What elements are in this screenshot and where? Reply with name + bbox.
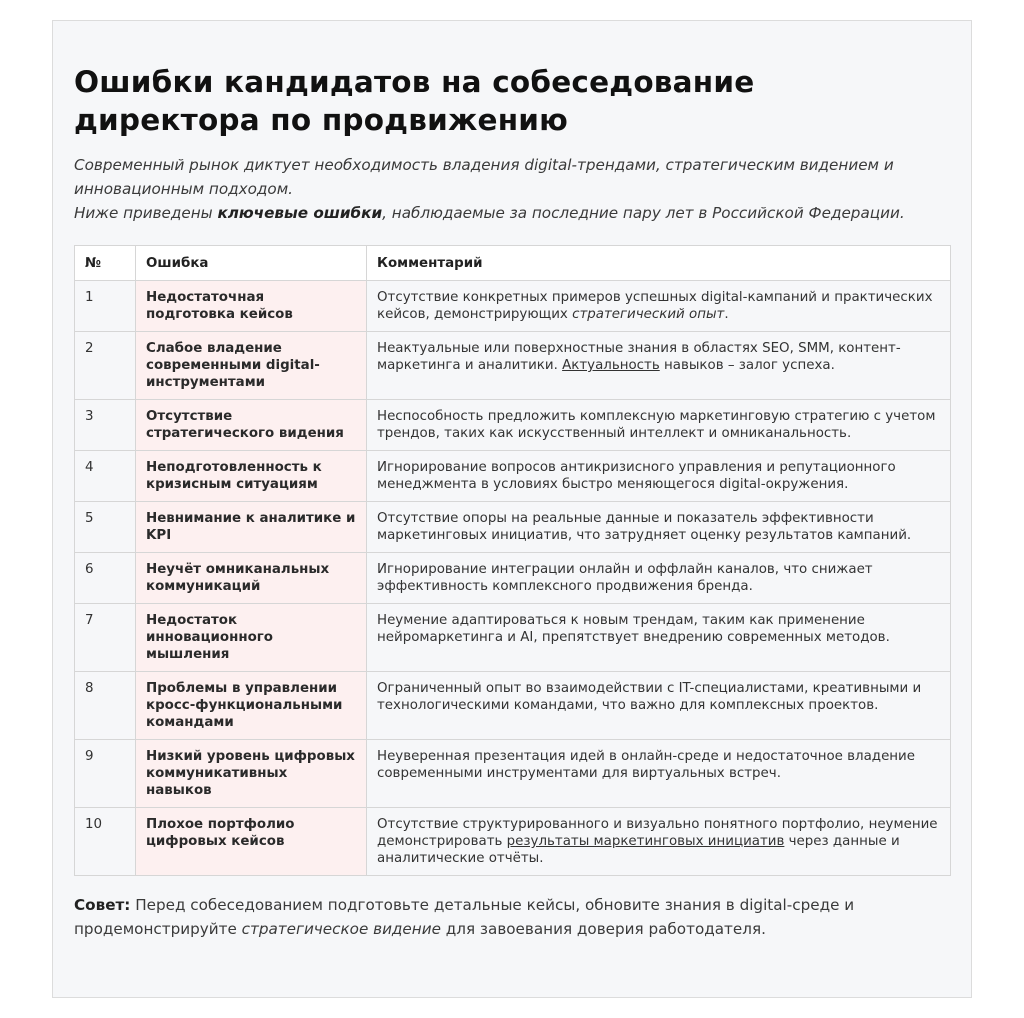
row-error: Недостаточная подготовка кейсов: [136, 281, 367, 332]
row-number: 5: [75, 502, 136, 553]
comment-text: через данные и аналитические отчёты.: [377, 834, 900, 866]
row-number: 8: [75, 672, 136, 740]
row-number: 6: [75, 553, 136, 604]
comment-text: Неактуальные или поверхностные знания в областях SEO, SMM, контент-маркетинга и аналитики.: [377, 341, 901, 373]
row-comment: [367, 553, 951, 604]
row-comment: [367, 451, 951, 502]
row-comment: [367, 281, 951, 332]
comment-text: навыков – залог успеха.: [659, 358, 835, 373]
header-error: Ошибка: [136, 246, 367, 281]
table-row: [75, 672, 951, 740]
row-error: Проблемы в управлении кросс-функциональными командами: [136, 672, 367, 740]
comment-underlined: результаты маркетинговых инициатив: [506, 834, 785, 849]
row-error: Слабое владение современными digital-инструментами: [136, 332, 367, 400]
row-error: Неучёт омниканальных коммуникаций: [136, 553, 367, 604]
row-comment: [367, 604, 951, 672]
table-row: [75, 604, 951, 672]
row-error: Плохое портфолио цифровых кейсов: [136, 808, 367, 876]
row-error: Недостаток инновационного мышления: [136, 604, 367, 672]
table-row: [75, 451, 951, 502]
table-row: [75, 281, 951, 332]
row-error: Отсутствие стратегического видения: [136, 400, 367, 451]
table-row: [75, 332, 951, 400]
header-num: №: [75, 246, 136, 281]
comment-text: Игнорирование вопросов антикризисного управления и репутационного менеджмента в условиях быстро меняющегося digital-окружения.: [377, 460, 896, 492]
row-number: 4: [75, 451, 136, 502]
row-number: 10: [75, 808, 136, 876]
row-comment: [367, 672, 951, 740]
table-row: [75, 740, 951, 808]
row-comment: [367, 808, 951, 876]
errors-table: [74, 245, 951, 876]
header-comment: Комментарий: [367, 246, 951, 281]
row-number: 3: [75, 400, 136, 451]
row-error: Низкий уровень цифровых коммуникативных навыков: [136, 740, 367, 808]
tip-text: Совет: Перед собеседованием подготовьте детальные кейсы, обновите знания в digital-среде и продемонстрируйте стратегическое видение для завоевания доверия работодателя.: [74, 896, 855, 938]
comment-underlined: Актуальность: [562, 358, 660, 373]
table-header-row: [75, 246, 951, 281]
comment-text: .: [724, 307, 729, 322]
row-number: 2: [75, 332, 136, 400]
intro-key-phrase: ключевые ошибки: [217, 204, 383, 222]
comment-text: Отсутствие конкретных примеров успешных digital-кампаний и практических кейсов, демонстрирующих: [377, 290, 933, 322]
table-row: [75, 808, 951, 876]
row-comment: [367, 332, 951, 400]
comment-text: Неспособность предложить комплексную маркетинговую стратегию с учетом трендов, таких как искусственный интеллект и омниканальность.: [377, 409, 936, 441]
tip-emphasis: стратегическое видение: [241, 920, 441, 938]
comment-text: Неумение адаптироваться к новым трендам, таким как применение нейромаркетинга и AI, препятствует внедрению современных методов.: [377, 613, 890, 645]
intro-line-1: Современный рынок диктует необходимость владения digital-трендами, стратегическим видением и инновационным подходом.: [74, 156, 894, 198]
table-row: [75, 400, 951, 451]
comment-text: Ограниченный опыт во взаимодействии с IT-специалистами, креативными и технологическими командами, что важно для комплексных проектов.: [377, 681, 922, 713]
comment-emphasis: стратегический опыт: [572, 307, 725, 322]
table-row: [75, 553, 951, 604]
tip-label: Совет:: [74, 896, 131, 914]
comment-text: Неуверенная презентация идей в онлайн-среде и недостаточное владение современными инструментами для виртуальных встреч.: [377, 749, 915, 781]
page-title: Ошибки кандидатов на собеседование директора по продвижению: [74, 65, 755, 137]
intro-line-2: Ниже приведены ключевые ошибки, наблюдаемые за последние пару лет в Российской Федерации.: [74, 204, 905, 222]
intro-text: [74, 153, 950, 225]
row-error: Невнимание к аналитике и KPI: [136, 502, 367, 553]
comment-text: Отсутствие структурированного и визуально понятного портфолио, неумение демонстрировать: [377, 817, 938, 849]
row-comment: [367, 740, 951, 808]
row-comment: [367, 400, 951, 451]
comment-text: Игнорирование интеграции онлайн и оффлайн каналов, что снижает эффективность комплексного продвижения бренда.: [377, 562, 873, 594]
comment-text: Отсутствие опоры на реальные данные и показатель эффективности маркетинговых инициатив, что затрудняет оценку результатов кампаний.: [377, 511, 912, 543]
row-number: 7: [75, 604, 136, 672]
row-error: Неподготовленность к кризисным ситуациям: [136, 451, 367, 502]
row-comment: [367, 502, 951, 553]
row-number: 9: [75, 740, 136, 808]
row-number: 1: [75, 281, 136, 332]
table-body: [75, 281, 951, 876]
table-row: [75, 502, 951, 553]
content-card: [52, 20, 972, 998]
